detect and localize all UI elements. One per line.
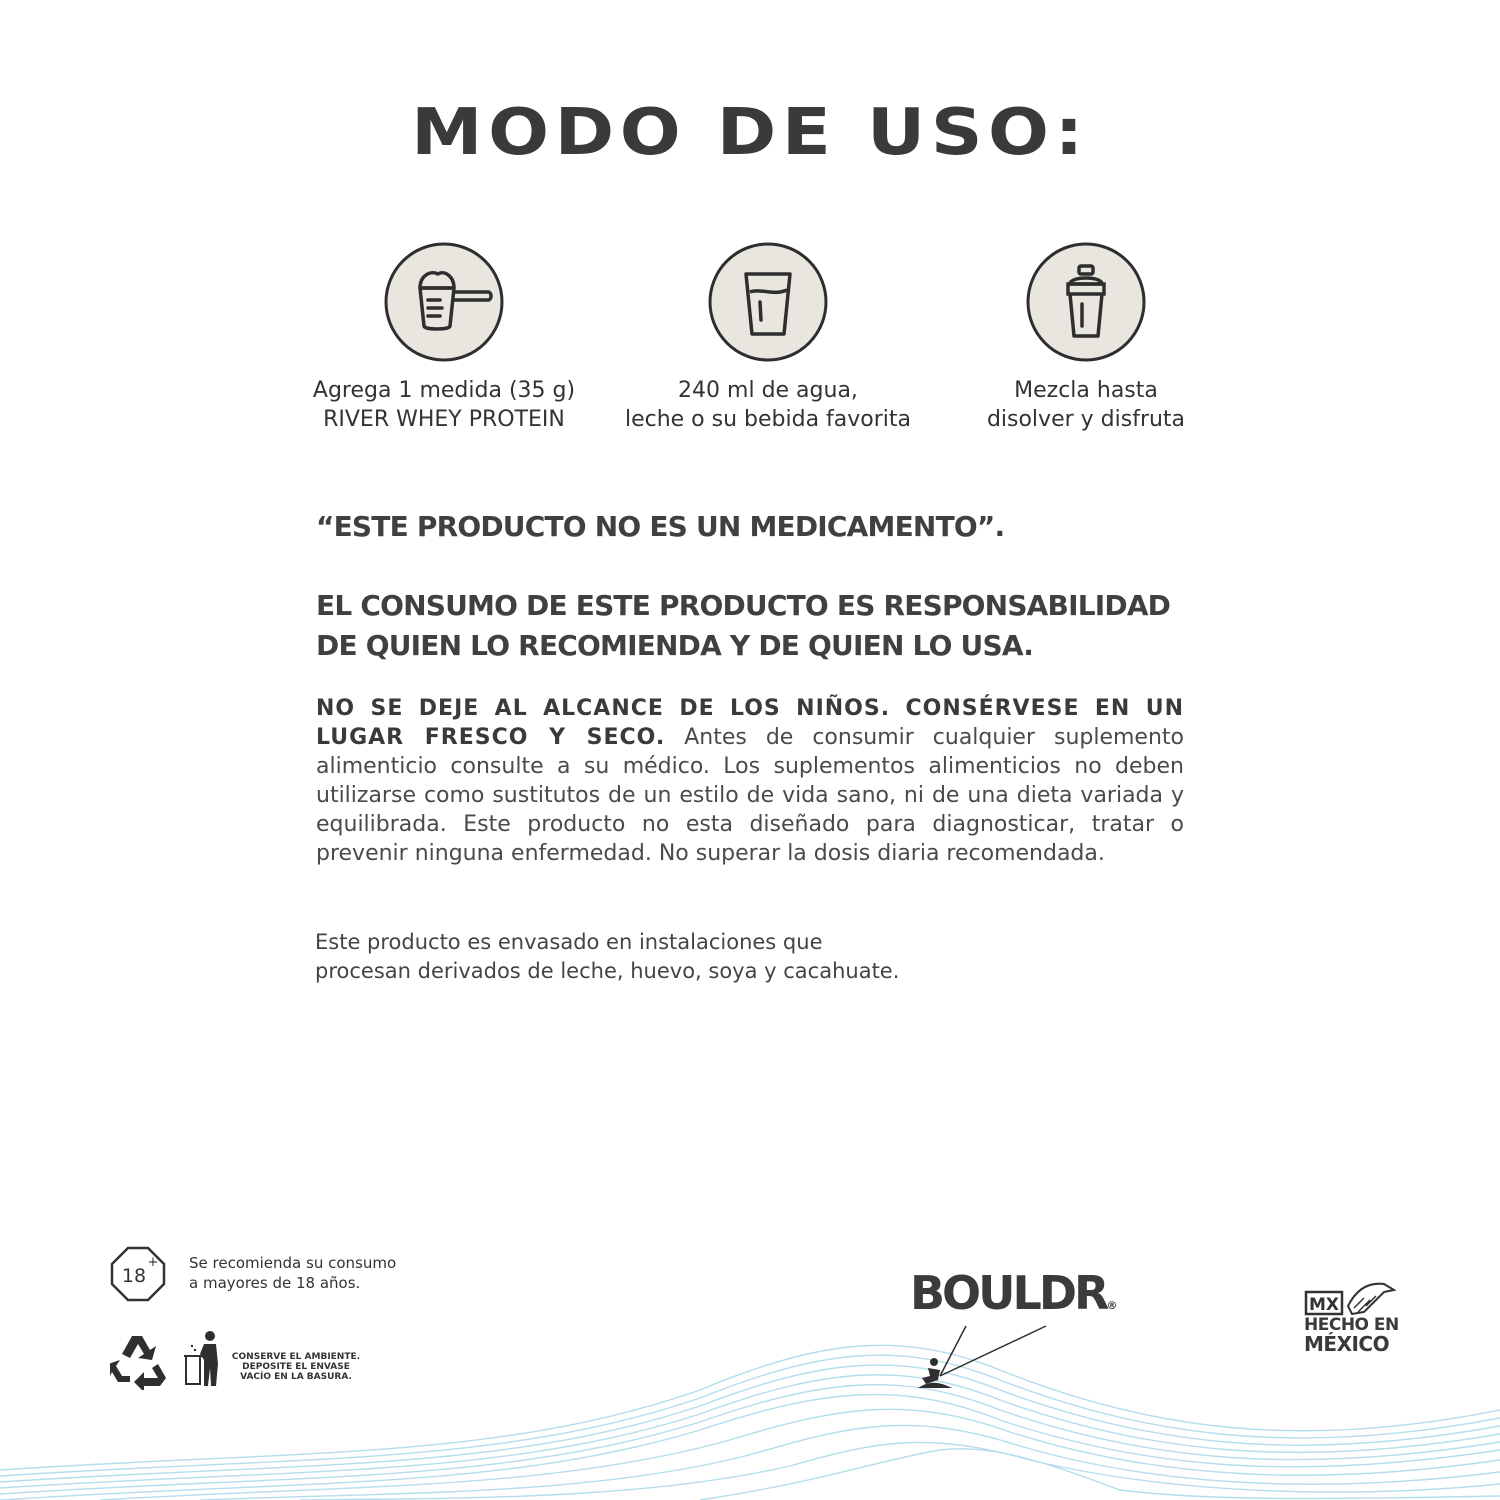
scoop-icon [384,242,504,362]
age-badge-number: 18 [121,1265,147,1287]
age-restriction-icon [110,1246,166,1302]
step-3-caption: Mezcla hasta disolver y disfruta [986,378,1186,432]
not-medicine-warning: “ESTE PRODUCTO NO ES UN MEDICAMENTO”. [316,510,1005,543]
climber-icon [912,1322,1052,1394]
recycle-icon [110,1330,172,1390]
disclaimer-bold: NO SE DEJE AL ALCANCE DE LOS NIÑOS. CONSÉRVESE EN UN LUGAR FRESCO Y SECO. [316,696,1184,750]
step-3 [926,242,1246,434]
mexico-eagle-icon [1304,1278,1396,1318]
made-in-mexico: HECHO EN MÉXICO [1304,1315,1399,1356]
glass-icon [708,242,828,362]
environment-notice: CONSERVE EL AMBIENTE. DEPOSITE EL ENVASE VACÍO EN LA BASURA. [231,1352,361,1382]
disclaimer-text: Antes de consumir cualquier suplemento alimenticio consulte a su médico. Los suplementos alimenticios no deben utilizarse como sustitutos de un estilo de vida sano, ni de una dieta variada y equilibrada. Este producto no esta diseñado para diagnosticar, tratar o prevenir ninguna enfermedad. No superar la dosis diaria recomendada. [316,725,1184,866]
step-2 [608,242,928,434]
step-1 [284,242,604,434]
trash-bin-icon [184,1330,226,1388]
age-badge-plus: + [147,1255,159,1270]
usage-disclaimer [316,694,1184,868]
brand-logo: BOULDR® [910,1266,1118,1320]
age-recommendation: Se recomienda su consumo a mayores de 18 años. [189,1254,397,1292]
allergen-notice: Este producto es envasado en instalaciones que procesan derivados de leche, huevo, soya y cacahuate. [315,930,900,983]
step-1-caption: Agrega 1 medida (35 g) RIVER WHEY PROTEIN [312,378,576,432]
mx-badge-text: MX [1308,1295,1340,1315]
shaker-icon [1026,242,1146,362]
step-2-caption: 240 ml de agua, leche o su bebida favorita [624,378,912,432]
responsibility-warning: EL CONSUMO DE ESTE PRODUCTO ES RESPONSABILIDAD DE QUIEN LO RECOMIENDA Y DE QUIEN LO USA. [316,589,1171,662]
page-title: MODO DE USO: [411,96,1089,170]
